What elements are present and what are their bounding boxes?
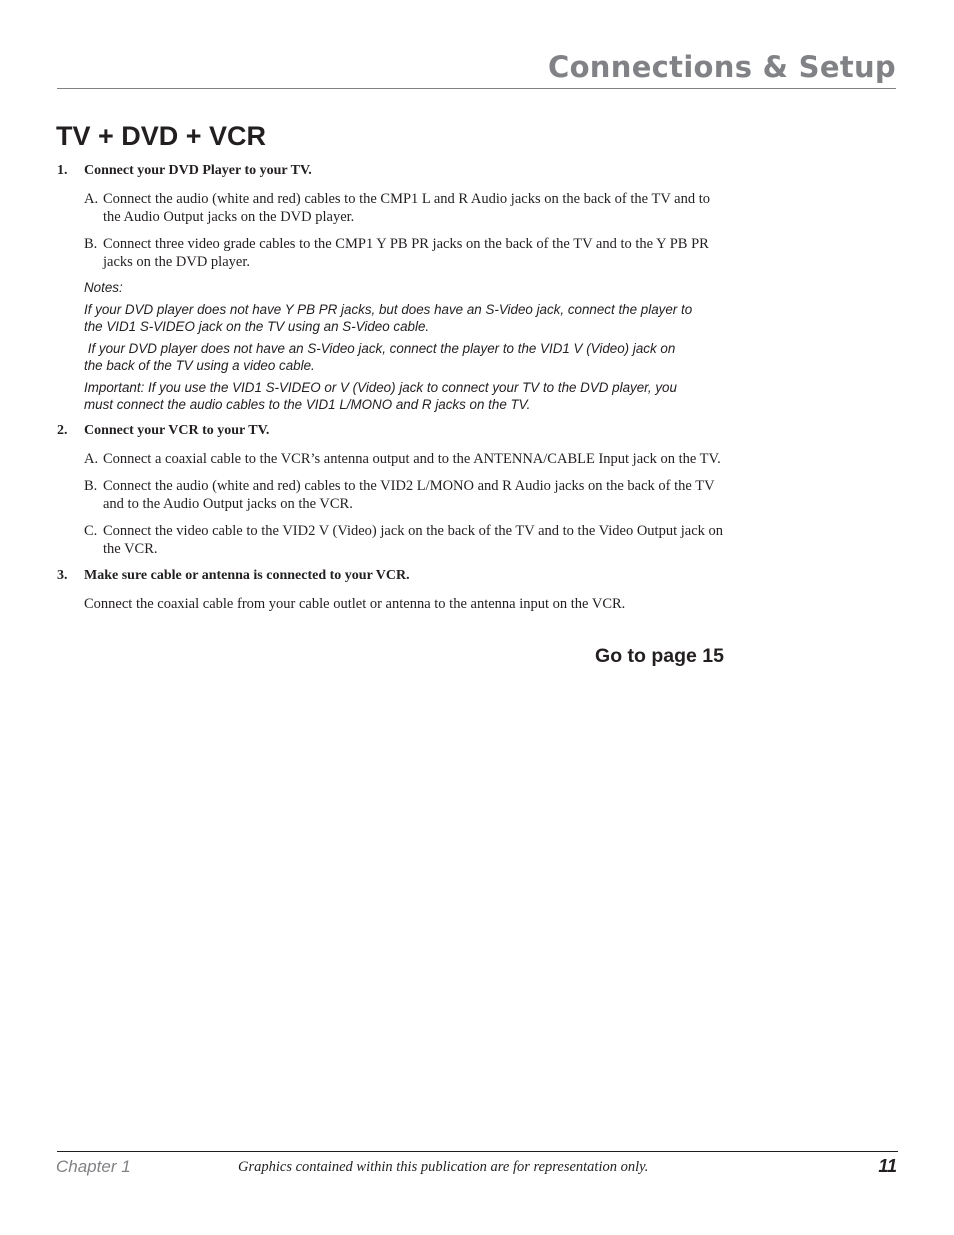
step-number: 1.	[57, 163, 68, 178]
footer-divider	[57, 1151, 898, 1152]
step-heading-text: Connect your DVD Player to your TV.	[84, 163, 312, 178]
step-3-paragraph: Connect the coaxial cable from your cable outlet or antenna to the antenna input on the VCR.	[84, 596, 626, 612]
step-number: 2.	[57, 423, 68, 438]
item-letter: A.	[84, 451, 99, 467]
step-1-heading	[57, 162, 727, 180]
item-text: Connect the audio (white and red) cables to the VID2 L/MONO and R Audio jacks on the back of the TV and to the Audio Output jacks on the VCR.	[103, 478, 715, 512]
item-text: Connect the video cable to the VID2 V (Video) jack on the back of the TV and to the Video Output jack on the VCR.	[103, 523, 724, 557]
instructions	[57, 162, 727, 613]
step-3-heading	[57, 567, 727, 585]
step-heading-text: Make sure cable or antenna is connected to your VCR.	[84, 568, 410, 583]
step-1-item-a	[84, 190, 727, 226]
item-text: Connect the audio (white and red) cables to the CMP1 L and R Audio jacks on the back of the TV and to the Audio Output jacks on the DVD player.	[103, 191, 710, 225]
item-letter: B.	[84, 478, 98, 494]
note-2: If your DVD player does not have an S-Video jack, connect the player to the VID1 V (Video) jack on the back of the TV using a video cable.	[84, 341, 680, 373]
step-2-item-c	[84, 522, 727, 558]
step-number: 3.	[57, 568, 68, 583]
step-2-item-a	[84, 450, 727, 468]
page-number: 11	[878, 1156, 897, 1176]
step-2-item-b	[84, 477, 727, 513]
item-text: Connect a coaxial cable to the VCR’s antenna output and to the ANTENNA/CABLE Input jack on the TV.	[103, 451, 721, 467]
header-divider	[57, 88, 896, 89]
footer-disclaimer: Graphics contained within this publication are for representation only.	[238, 1159, 649, 1175]
item-letter: A.	[84, 191, 99, 207]
step-2-heading	[57, 422, 727, 440]
step-heading-text: Connect your VCR to your TV.	[84, 423, 270, 438]
notes-label: Notes:	[84, 280, 123, 295]
footer-chapter: Chapter 1	[56, 1157, 131, 1176]
note-important: Important: If you use the VID1 S-VIDEO or V (Video) jack to connect your TV to the DVD player, you must connect the audio cables to the VID1 L/MONO and R jacks on the TV.	[84, 380, 677, 412]
item-letter: C.	[84, 523, 98, 539]
item-letter: B.	[84, 236, 98, 252]
item-text: Connect three video grade cables to the CMP1 Y PB PR jacks on the back of the TV and to the Y PB PR jacks on the DVD player.	[103, 236, 709, 270]
go-to-page-link: Go to page 15	[595, 645, 724, 667]
step-1-item-b	[84, 235, 727, 271]
page-header-title: Connections & Setup	[548, 50, 896, 84]
note-1: If your DVD player does not have Y PB PR jacks, but does have an S-Video jack, connect the player to the VID1 S-VIDEO jack on the TV using an S-Video cable.	[84, 302, 693, 334]
section-title: TV + DVD + VCR	[56, 121, 267, 151]
